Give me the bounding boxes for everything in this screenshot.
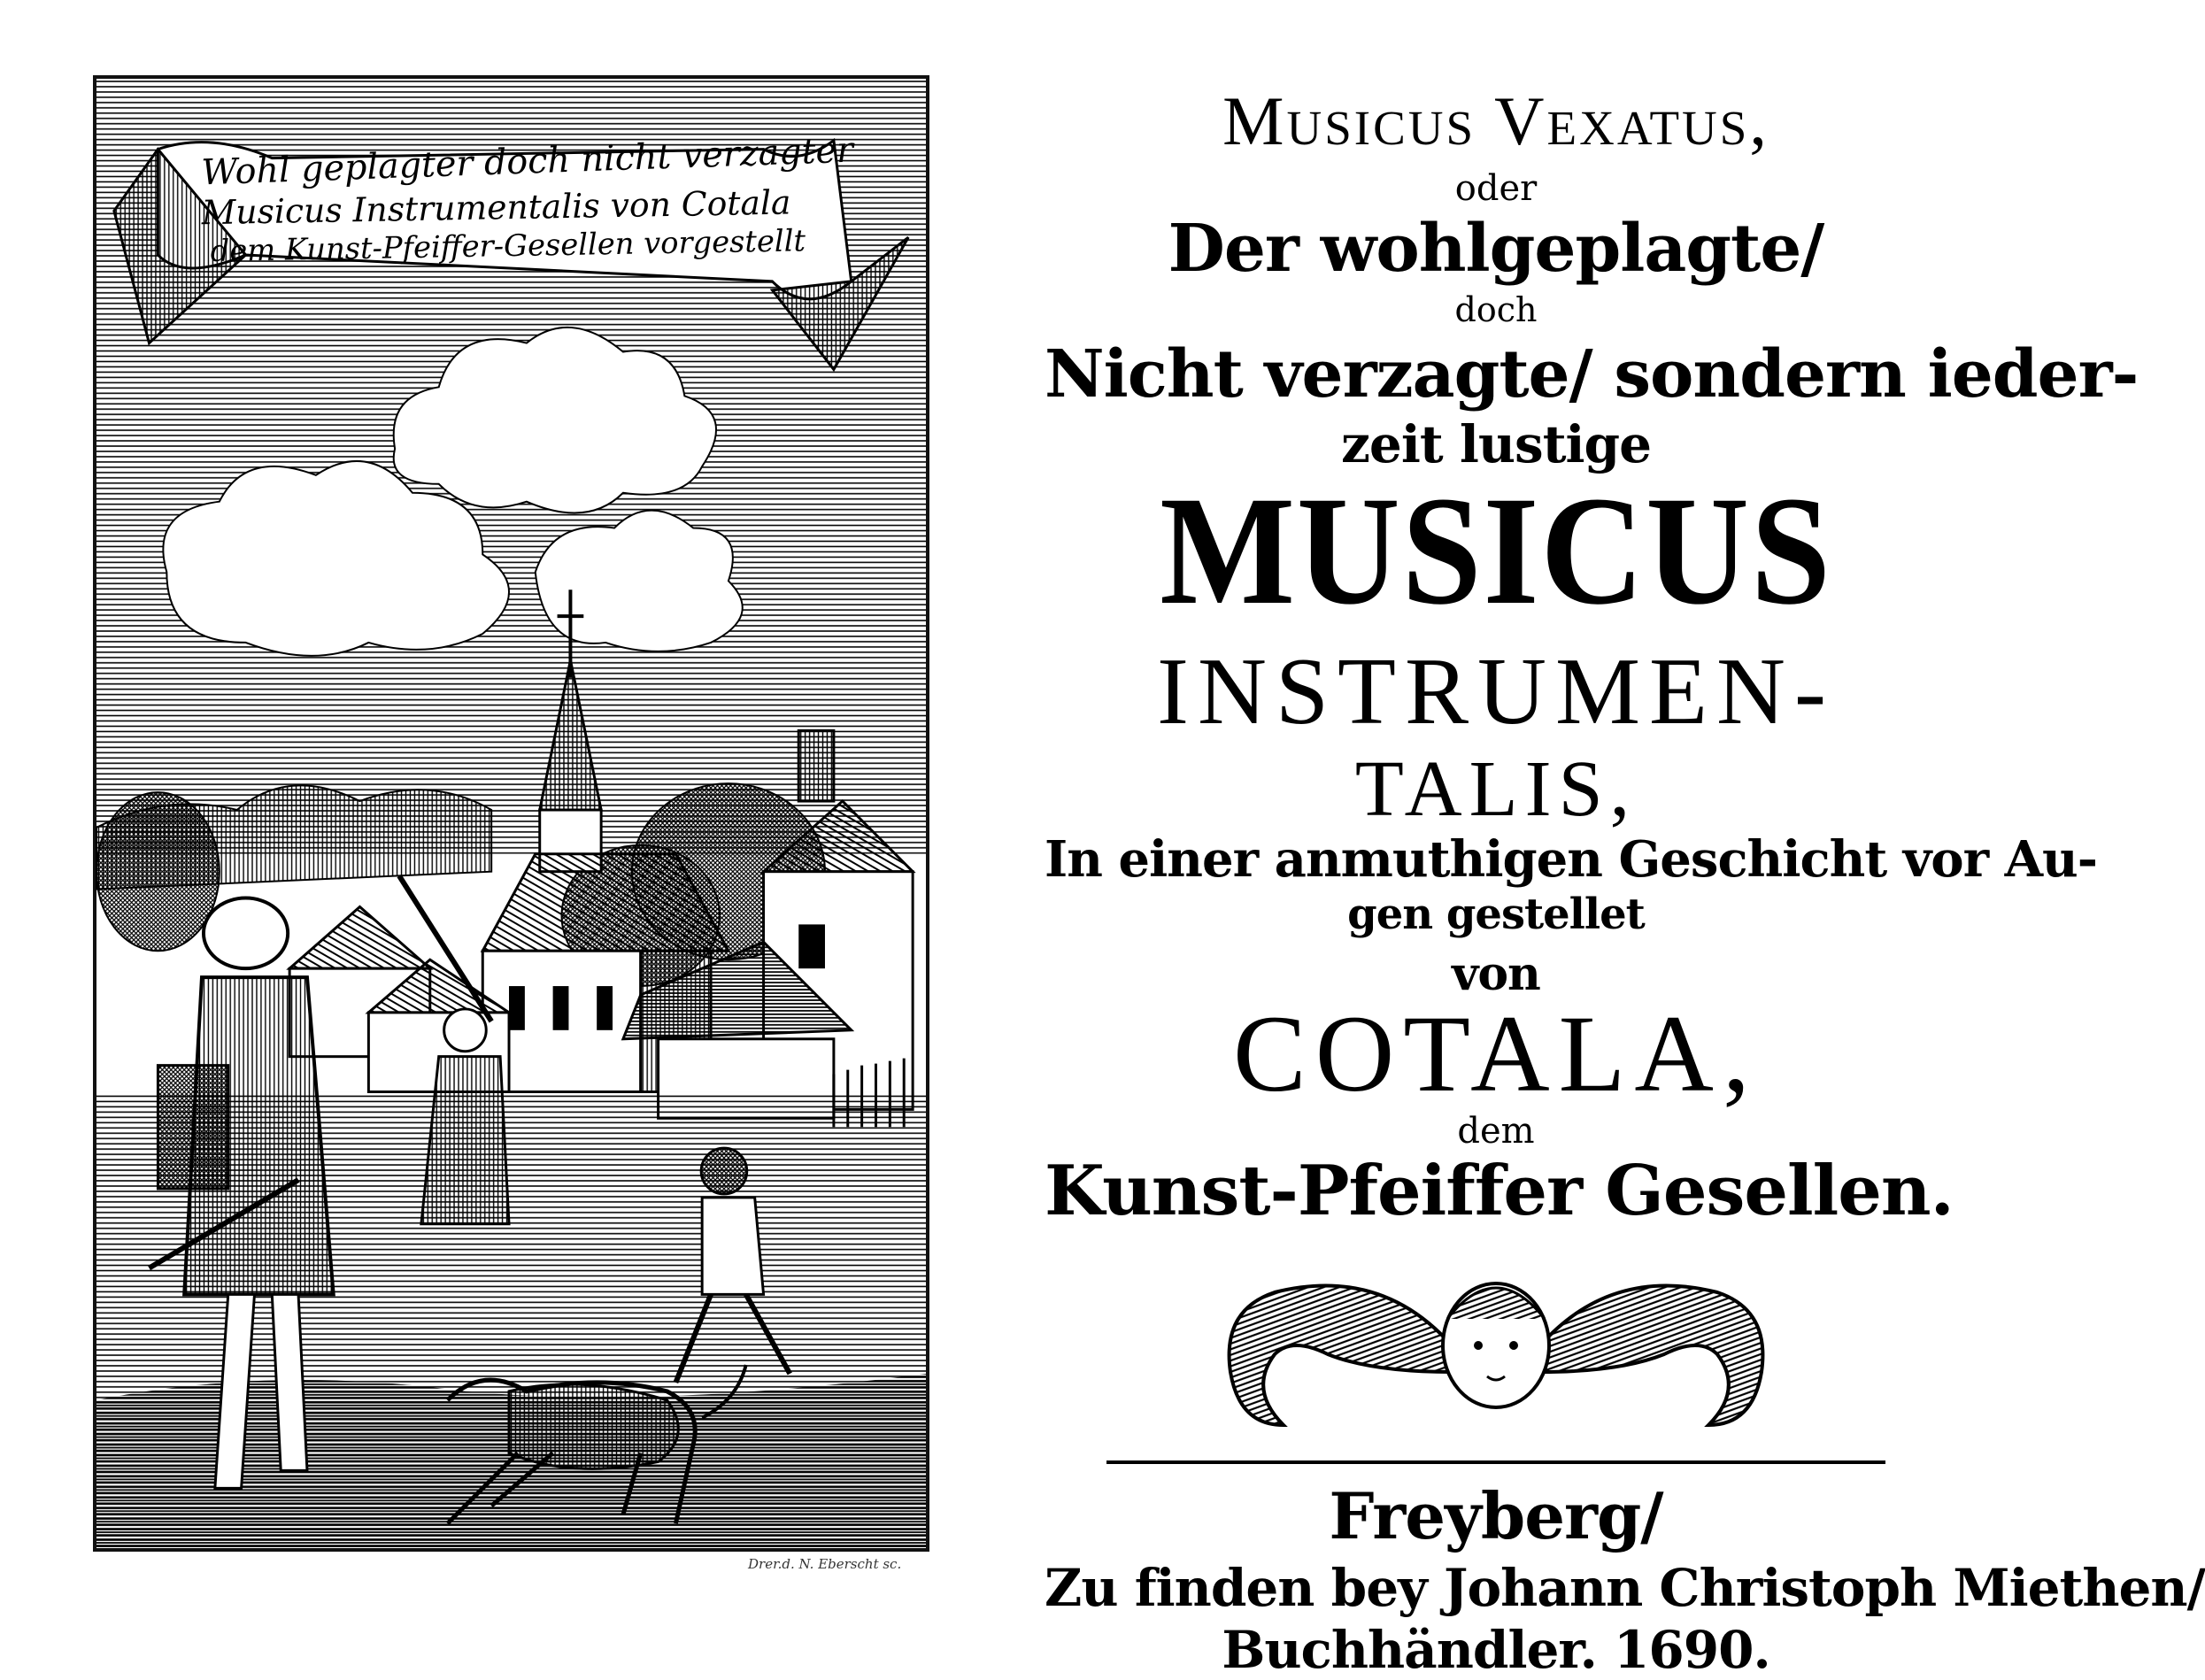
title-line-4: doch	[1454, 290, 1538, 329]
banner-line-2: Musicus Instrumentalis von Cotala	[201, 182, 791, 233]
title-line-3: Der wohlgeplagte/	[1168, 211, 1824, 287]
title-line-6: zeit lustige	[1341, 414, 1651, 474]
engraver-signature: Drer.d. N. Eberscht sc.	[748, 1556, 902, 1572]
imprint-line-1: Zu finden bey Johann Christoph Miethen/	[1045, 1558, 2205, 1618]
cherub-ornament	[1222, 1248, 1770, 1443]
title-line-11: gen gestellet	[1347, 890, 1645, 939]
title-line-15: Kunst-Pfeiffer Gesellen.	[1045, 1151, 1954, 1231]
title-line-10: In einer anmuthigen Geschicht vor Au-	[1045, 830, 2098, 889]
title-line-13: COTALA,	[1233, 993, 1759, 1114]
banner-line-3: dem Kunst-Pfeiffer-Gesellen vorgestellt	[210, 223, 806, 269]
title-line-2: oder	[1454, 168, 1538, 209]
frontispiece-illustration	[96, 79, 926, 1548]
banner-line-1: Wohl geplagter doch nicht verzagter	[200, 129, 854, 194]
divider-rule	[1106, 1460, 1885, 1464]
imprint-line-2: Buchhändler. 1690.	[1222, 1620, 1770, 1680]
title-line-5: Nicht verzagte/ sondern ieder-	[1045, 336, 2139, 412]
title-page	[1045, 71, 2205, 1680]
title-line-14: dem	[1457, 1111, 1535, 1152]
title-line-7: MUSICUS	[1160, 465, 1832, 637]
imprint-place: Freyberg/	[1329, 1478, 1663, 1553]
frontispiece-engraving	[93, 75, 929, 1552]
title-line-1: Musicus Vexatus,	[1222, 82, 1769, 159]
title-line-12: von	[1452, 947, 1540, 1001]
title-line-9: TALIS,	[1354, 745, 1638, 833]
title-line-8: INSTRUMEN-	[1157, 639, 1835, 744]
